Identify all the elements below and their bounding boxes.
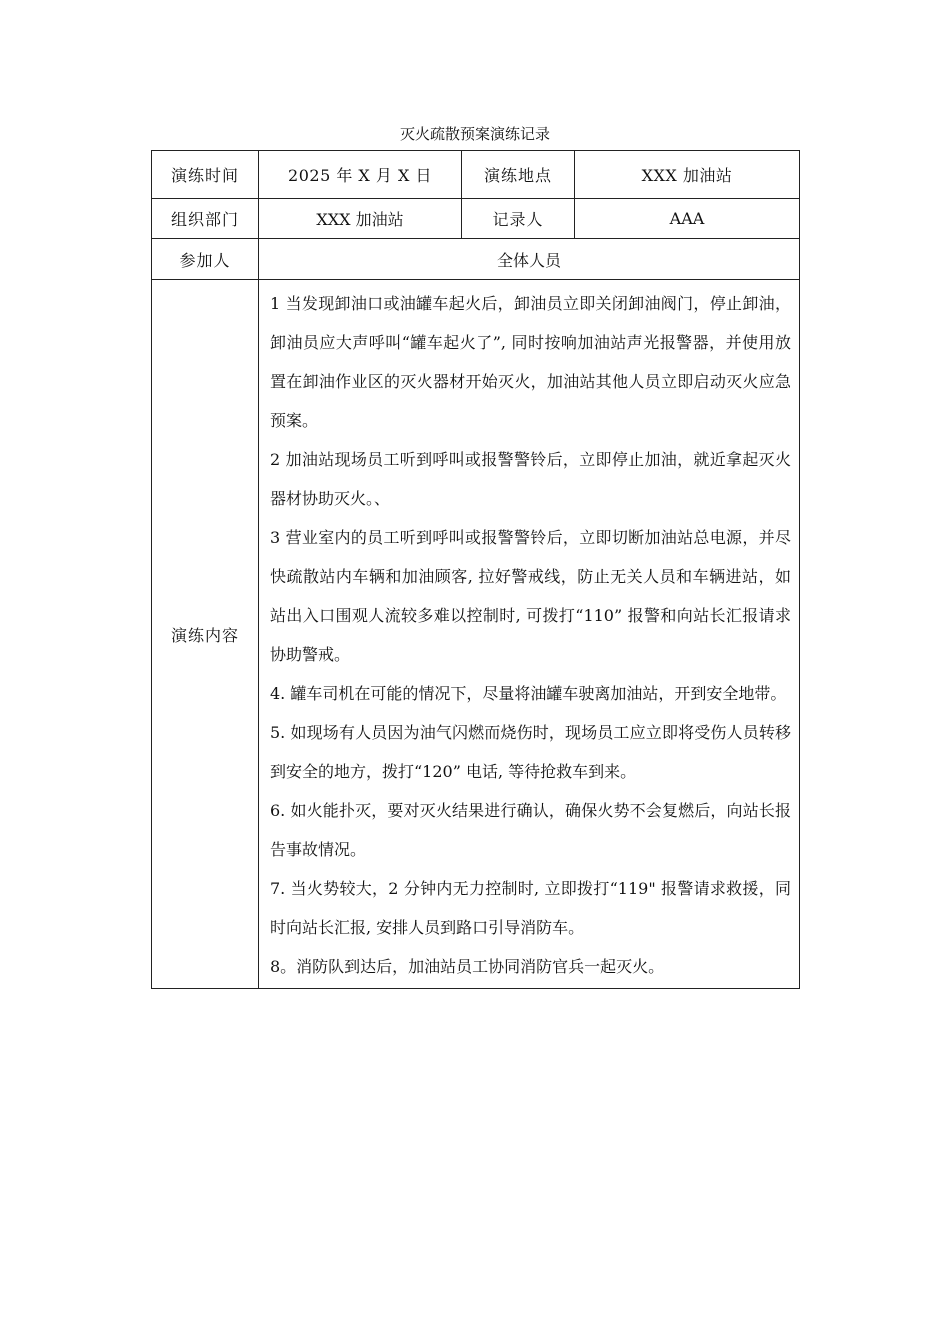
document-title: 灭火疏散预案演练记录 [399,125,550,143]
drill-record-table [151,150,800,989]
content-paragraph-8: 8。消防队到达后，加油站员工协同消防官兵一起灭火。 [270,957,665,976]
table-row [152,280,800,989]
drill-time-value: 2025 年 X 月 X 日 [259,151,462,199]
recorder-label: 记录人 [462,199,575,239]
drill-time-label: 演练时间 [152,151,259,199]
organizer-value: XXX 加油站 [259,199,462,239]
content-paragraph-4: 4. 罐车司机在可能的情况下，尽量将油罐车驶离加油站，开到安全地带。 [270,684,787,703]
participants-label: 参加人 [152,239,259,280]
content-paragraph-2: 2 加油站现场员工听到呼叫或报警警铃后，立即停止加油，就近拿起灭火器材协助灭火。、 [270,450,791,508]
drill-content-label: 演练内容 [152,280,259,989]
content-paragraph-7: 7. 当火势较大，2 分钟内无力控制时, 立即拨打“119" 报警请求救援，同时向站长汇报, 安排人员到路口引导消防车。 [270,879,791,937]
participants-value: 全体人员 [259,239,800,280]
drill-content-cell [259,280,800,989]
content-paragraph-5: 5. 如现场有人员因为油气闪燃而烧伤时，现场员工应立即将受伤人员转移到安全的地方，拨打“120” 电话, 等待抢救车到来。 [270,723,791,781]
drill-place-value: XXX 加油站 [575,151,800,199]
content-paragraph-6: 6. 如火能扑灭，要对灭火结果进行确认，确保火势不会复燃后，向站长报告事故情况。 [270,801,791,859]
content-paragraph-3: 3 营业室内的员工听到呼叫或报警警铃后，立即切断加油站总电源，并尽快疏散站内车辆和加油顾客, 拉好警戒线，防止无关人员和车辆进站，如站出入口围观人流较多难以控制时, 可拨打“110” 报警和向站长汇报请求协助警戒。 [270,528,791,664]
table-row [152,199,800,239]
content-paragraph-1: 1 当发现卸油口或油罐车起火后，卸油员立即关闭卸油阀门，停止卸油，卸油员应大声呼叫“罐车起火了”, 同时按响加油站声光报警器，并使用放置在卸油作业区的灭火器材开始灭火，加油站其他人员立即启动灭火应急预案。 [270,294,791,430]
table-row [152,151,800,199]
drill-place-label: 演练地点 [462,151,575,199]
organizer-label: 组织部门 [152,199,259,239]
recorder-value: AAA [575,199,800,239]
table-row [152,239,800,280]
